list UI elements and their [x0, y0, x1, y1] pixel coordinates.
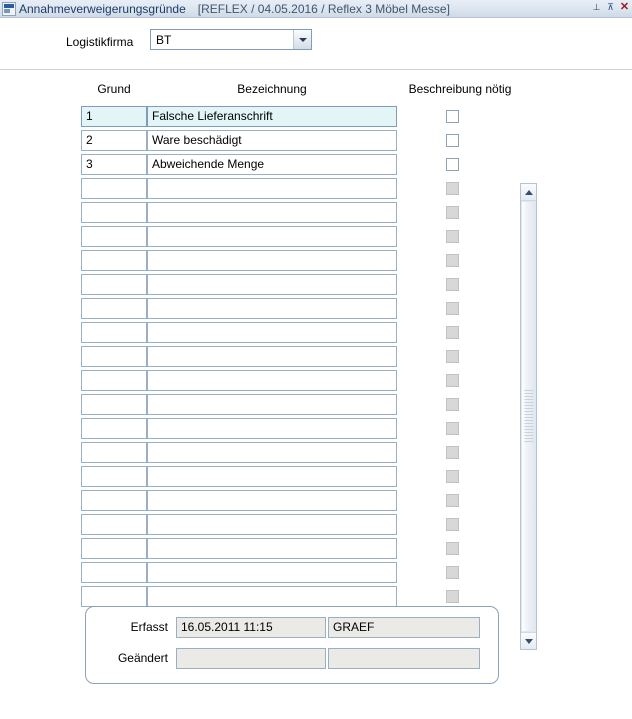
cell-grund[interactable] — [81, 490, 147, 511]
checkbox-beschreibung-noetig[interactable] — [446, 110, 459, 123]
checkbox-beschreibung-noetig — [446, 350, 459, 363]
cell-bezeichnung[interactable] — [147, 442, 397, 463]
checkbox-beschreibung-noetig[interactable] — [446, 158, 459, 171]
grid-column-headers — [0, 82, 632, 102]
table-row[interactable] — [81, 249, 632, 271]
cell-bezeichnung[interactable]: Abweichende Menge — [147, 154, 397, 175]
checkbox-beschreibung-noetig — [446, 566, 459, 579]
table-row[interactable] — [81, 585, 632, 607]
checkbox-beschreibung-noetig — [446, 326, 459, 339]
cell-beschreibung-noetig — [397, 494, 507, 507]
cell-grund[interactable] — [81, 298, 147, 319]
logistikfirma-label: Logistikfirma — [66, 35, 134, 49]
erfasst-row — [86, 616, 498, 638]
cell-bezeichnung[interactable] — [147, 298, 397, 319]
scrollbar-thumb[interactable] — [521, 201, 536, 632]
cell-grund[interactable] — [81, 442, 147, 463]
scroll-down-button[interactable] — [521, 632, 536, 649]
cell-grund[interactable] — [81, 514, 147, 535]
table-row[interactable] — [81, 273, 632, 295]
checkbox-beschreibung-noetig — [446, 398, 459, 411]
table-row[interactable] — [81, 105, 632, 127]
cell-grund[interactable] — [81, 466, 147, 487]
erfasst-date-field: 16.05.2011 11:15 — [176, 617, 326, 638]
cell-beschreibung-noetig — [397, 254, 507, 267]
reasons-grid — [0, 70, 632, 607]
filter-toolbar — [0, 18, 632, 70]
cell-bezeichnung[interactable] — [147, 322, 397, 343]
window-subtitle: [REFLEX / 04.05.2016 / Reflex 3 Möbel Messe] — [197, 1, 450, 16]
cell-bezeichnung[interactable] — [147, 202, 397, 223]
cell-bezeichnung[interactable] — [147, 250, 397, 271]
scroll-up-button[interactable] — [521, 184, 536, 201]
cell-grund[interactable] — [81, 250, 147, 271]
checkbox-beschreibung-noetig — [446, 446, 459, 459]
checkbox-beschreibung-noetig — [446, 278, 459, 291]
cell-beschreibung-noetig — [397, 158, 507, 171]
cell-bezeichnung[interactable] — [147, 370, 397, 391]
checkbox-beschreibung-noetig — [446, 182, 459, 195]
table-row[interactable] — [81, 489, 632, 511]
cell-grund[interactable]: 3 — [81, 154, 147, 175]
table-row[interactable] — [81, 297, 632, 319]
geaendert-date-field — [176, 648, 326, 669]
cell-beschreibung-noetig — [397, 182, 507, 195]
cell-beschreibung-noetig — [397, 398, 507, 411]
scrollbar-grip — [524, 390, 533, 444]
logistikfirma-value: BT — [156, 32, 172, 47]
checkbox-beschreibung-noetig — [446, 542, 459, 555]
cell-bezeichnung[interactable] — [147, 346, 397, 367]
geaendert-row — [86, 647, 498, 669]
cell-beschreibung-noetig — [397, 278, 507, 291]
checkbox-beschreibung-noetig — [446, 374, 459, 387]
cell-bezeichnung[interactable] — [147, 226, 397, 247]
cell-beschreibung-noetig — [397, 422, 507, 435]
cell-bezeichnung[interactable]: Ware beschädigt — [147, 130, 397, 151]
table-row[interactable] — [81, 345, 632, 367]
cell-grund[interactable] — [81, 370, 147, 391]
cell-grund[interactable] — [81, 322, 147, 343]
audit-panel — [85, 606, 499, 684]
cell-grund[interactable] — [81, 562, 147, 583]
cell-beschreibung-noetig — [397, 302, 507, 315]
column-header-beschreibung: Beschreibung nötig — [408, 82, 512, 96]
table-row[interactable] — [81, 561, 632, 583]
logistikfirma-select[interactable] — [150, 29, 312, 50]
cell-beschreibung-noetig — [397, 518, 507, 531]
window-controls — [591, 1, 630, 13]
table-row[interactable] — [81, 417, 632, 439]
cell-bezeichnung[interactable] — [147, 514, 397, 535]
cell-beschreibung-noetig — [397, 134, 507, 147]
cell-beschreibung-noetig — [397, 446, 507, 459]
cell-grund[interactable] — [81, 538, 147, 559]
chevron-down-icon[interactable] — [293, 30, 311, 49]
checkbox-beschreibung-noetig — [446, 230, 459, 243]
table-row[interactable] — [81, 537, 632, 559]
table-row[interactable] — [81, 465, 632, 487]
table-row[interactable] — [81, 201, 632, 223]
column-header-bezeichnung: Bezeichnung — [237, 82, 307, 96]
cell-bezeichnung[interactable]: Falsche Lieferanschrift — [147, 106, 397, 127]
table-row[interactable] — [81, 153, 632, 175]
checkbox-beschreibung-noetig — [446, 518, 459, 531]
cell-bezeichnung[interactable] — [147, 466, 397, 487]
close-icon[interactable]: ✕ — [619, 1, 630, 13]
column-header-grund: Grund — [97, 82, 131, 96]
window-titlebar — [0, 0, 632, 18]
cell-beschreibung-noetig — [397, 110, 507, 123]
table-row[interactable] — [81, 513, 632, 535]
erfasst-label: Erfasst — [130, 620, 168, 634]
app-icon — [2, 2, 16, 16]
checkbox-beschreibung-noetig — [446, 302, 459, 315]
cell-beschreibung-noetig — [397, 470, 507, 483]
erfasst-user-field: GRAEF — [328, 617, 480, 638]
checkbox-beschreibung-noetig — [446, 590, 459, 603]
table-row[interactable] — [81, 369, 632, 391]
grid-scrollbar[interactable] — [520, 183, 537, 650]
geaendert-label: Geändert — [117, 651, 168, 665]
checkbox-beschreibung-noetig — [446, 422, 459, 435]
geaendert-user-field — [328, 648, 480, 669]
checkbox-beschreibung-noetig[interactable] — [446, 134, 459, 147]
cell-bezeichnung[interactable] — [147, 490, 397, 511]
cell-beschreibung-noetig — [397, 566, 507, 579]
table-row[interactable] — [81, 129, 632, 151]
cell-beschreibung-noetig — [397, 326, 507, 339]
table-row[interactable] — [81, 177, 632, 199]
cell-bezeichnung[interactable] — [147, 586, 397, 607]
cell-beschreibung-noetig — [397, 350, 507, 363]
checkbox-beschreibung-noetig — [446, 494, 459, 507]
cell-bezeichnung[interactable] — [147, 418, 397, 439]
cell-beschreibung-noetig — [397, 230, 507, 243]
cell-beschreibung-noetig — [397, 542, 507, 555]
cell-grund[interactable]: 1 — [81, 106, 147, 127]
grid-rows — [0, 105, 632, 607]
cell-grund[interactable] — [81, 586, 147, 607]
minimize-icon[interactable]: ⊥ — [592, 2, 601, 12]
cell-beschreibung-noetig — [397, 590, 507, 603]
cell-grund[interactable] — [81, 394, 147, 415]
cell-grund[interactable] — [81, 202, 147, 223]
cell-grund[interactable]: 2 — [81, 130, 147, 151]
checkbox-beschreibung-noetig — [446, 206, 459, 219]
window-title: Annahmeverweigerungsgründe — [19, 1, 186, 16]
cell-grund[interactable] — [81, 178, 147, 199]
cell-grund[interactable] — [81, 274, 147, 295]
table-row[interactable] — [81, 441, 632, 463]
cell-beschreibung-noetig — [397, 374, 507, 387]
cell-grund[interactable] — [81, 346, 147, 367]
checkbox-beschreibung-noetig — [446, 470, 459, 483]
cell-grund[interactable] — [81, 226, 147, 247]
cell-bezeichnung[interactable] — [147, 394, 397, 415]
cell-bezeichnung[interactable] — [147, 178, 397, 199]
table-row[interactable] — [81, 393, 632, 415]
table-row[interactable] — [81, 321, 632, 343]
cell-bezeichnung[interactable] — [147, 274, 397, 295]
checkbox-beschreibung-noetig — [446, 254, 459, 267]
cell-grund[interactable] — [81, 418, 147, 439]
table-row[interactable] — [81, 225, 632, 247]
cell-bezeichnung[interactable] — [147, 538, 397, 559]
cell-beschreibung-noetig — [397, 206, 507, 219]
cell-bezeichnung[interactable] — [147, 562, 397, 583]
maximize-icon[interactable]: ⊼ — [607, 2, 614, 12]
